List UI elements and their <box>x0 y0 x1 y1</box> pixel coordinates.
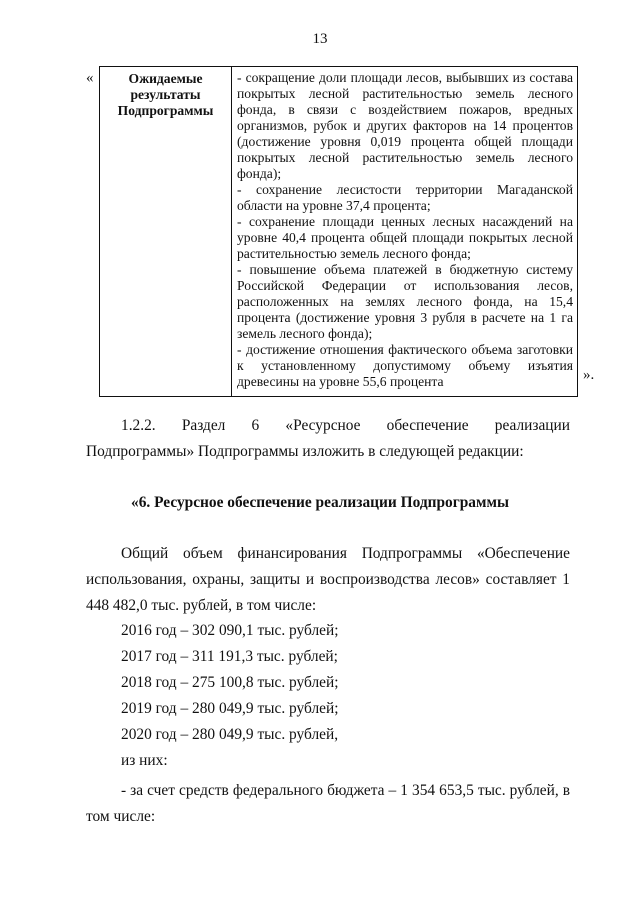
of-which-line: из них: <box>121 752 168 769</box>
result-item: - сохранение площади ценных лесных насаждений на уровне 40,4 процента общей площади покрытых лесной растительностью земель лесного фонда; <box>237 214 573 261</box>
expected-results-table <box>99 66 578 397</box>
funding-intro-paragraph: Общий объем финансирования Подпрограммы «Обеспечение использования, охраны, защиты и воспроизводства лесов» составляет 1 448 482,0 тыс. рублей, в том числе: <box>86 545 570 614</box>
result-item: - сокращение доли площади лесов, выбывших из состава покрытых лесной растительностью земель лесного фонда, в связи с воздействием пожаров, вредных организмов, рубок и других факторов на 14 процентов (достижение уровня 0,019 процента общей площади покрытых лесной растительностью земель лесного фонда); <box>237 70 573 181</box>
closing-quote: ». <box>583 367 595 383</box>
result-item: - сохранение лесистости территории Магаданской области на уровне 37,4 процента; <box>237 182 573 213</box>
amendment-paragraph: 1.2.2. Раздел 6 «Ресурсное обеспечение реализации Подпрограммы» Подпрограммы изложить в следующей редакции: <box>86 417 570 460</box>
opening-quote: « <box>86 70 94 86</box>
funding-year-line: 2019 год – 280 049,9 тыс. рублей; <box>121 700 339 717</box>
funding-year-line: 2016 год – 302 090,1 тыс. рублей; <box>121 622 339 639</box>
result-item: - повышение объема платежей в бюджетную систему Российской Федерации от использования лесов, расположенных на землях лесного фонда, на 15,4 процента (достижение уровня 3 рубля в расчете на 1 га земель лесного фонда); <box>237 262 573 341</box>
table-content-cell <box>232 67 578 397</box>
federal-budget-paragraph: - за счет средств федерального бюджета – 1 354 653,5 тыс. рублей, в том числе: <box>86 782 570 825</box>
funding-year-line: 2017 год – 311 191,3 тыс. рублей; <box>121 648 338 665</box>
funding-year-line: 2020 год – 280 049,9 тыс. рублей, <box>121 726 339 743</box>
result-item: - достижение отношения фактического объема заготовки к установленному допустимому объему изъятия древесины на уровне 55,6 процента <box>237 342 573 389</box>
table-label-cell: Ожидаемые результаты Подпрограммы <box>100 67 232 397</box>
page-number: 13 <box>312 31 328 47</box>
section-heading: «6. Ресурсное обеспечение реализации Подпрограммы <box>131 494 509 511</box>
table-row <box>100 67 578 397</box>
funding-year-line: 2018 год – 275 100,8 тыс. рублей; <box>121 674 339 691</box>
